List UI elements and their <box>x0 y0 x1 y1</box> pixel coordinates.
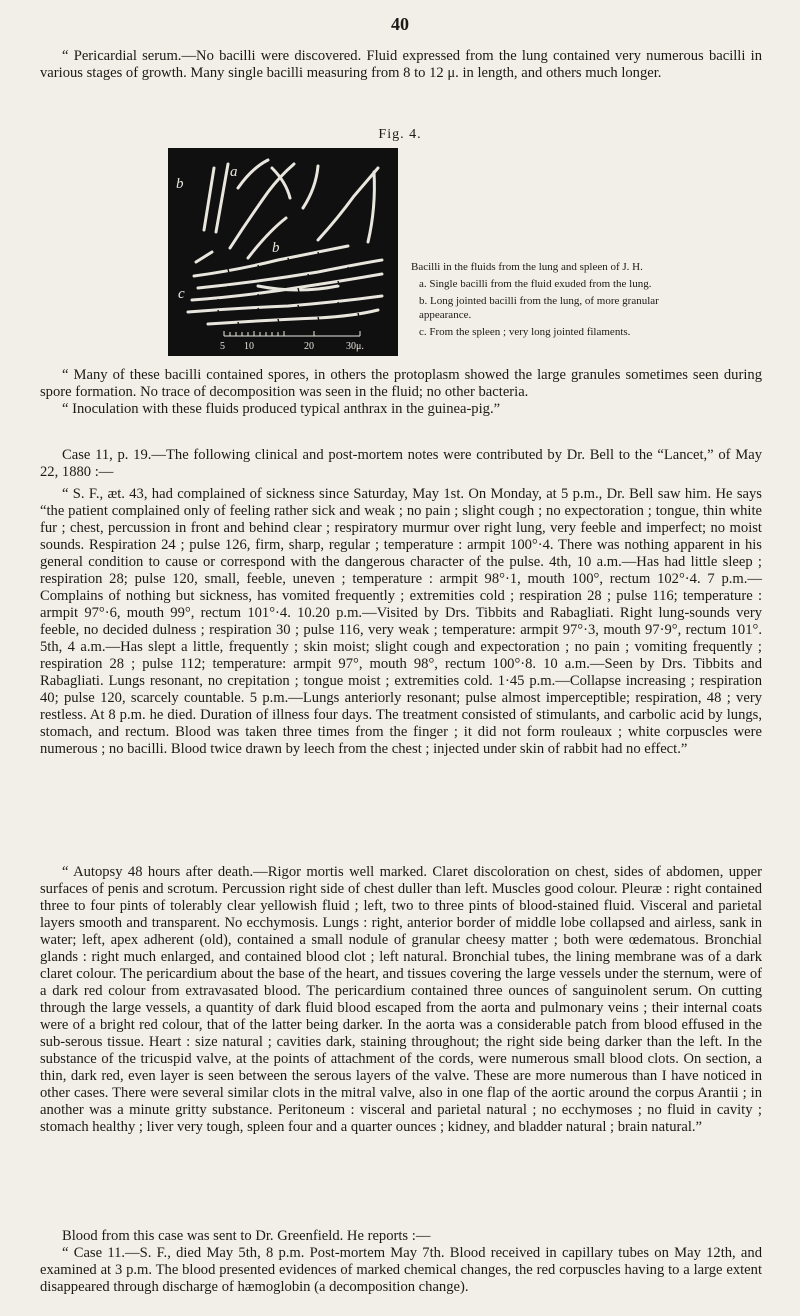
figure-letter-b-left: b <box>176 176 184 192</box>
spores-paragraph: “ Many of these bacilli contained spores, in others the protoplasm showed the large granules sometimes seen during spore formation. No trace of decomposition was seen in the fluid; no other bacteria. <box>40 367 762 400</box>
figure-caption <box>411 260 711 339</box>
caption-item-c: c. From the spleen ; very long jointed filaments. <box>419 326 631 338</box>
intro-paragraph: “ Pericardial serum.—No bacilli were discovered. Fluid expressed from the lung contained very numerous bacilli in various stages of growth. Many single bacilli measuring from 8 to 12 μ. in length, and others much longer. <box>40 48 762 81</box>
bacilli-illustration <box>168 148 398 356</box>
case-intro: Case 11, p. 19.—The following clinical and post-mortem notes were contributed by Dr. Bell to the “Lancet,” of May 22, 1880 :— <box>40 447 762 480</box>
page-number: 40 <box>391 14 409 34</box>
figure-letter-a: a <box>230 164 238 180</box>
bacilli-figure <box>168 148 398 356</box>
greenfield-intro: Blood from this case was sent to Dr. Greenfield. He reports :— <box>62 1228 431 1244</box>
autopsy-notes: “ Autopsy 48 hours after death.—Rigor mortis well marked. Claret discoloration on chest, sides of abdomen, upper surfaces of penis and scrotum. Percussion right side of chest duller than left. Muscles good colour. Pleuræ : right contained three to four pints of tolerably clear yellowish fluid ; left, two to three pints of blood-stained fluid. Visceral and parietal layers smooth and transparent. No ecchymosis. Lungs : right, anterior border of middle lobe collapsed and airless, sank in water; left, apex adherent (old), contained a small nodule of granular cheesy matter ; both were œdematous. Bronchial glands : right much enlarged, and contained blood clot ; left natural. Bronchial tubes, the lining membrane was of a dark claret colour. The pericardium about the base of the heart, and tissues covering the large vessels under the sternum, were of a dark red colour from extravasated blood. The pericardium contained three ounces of sanguinolent serum. On cutting through the large vessels, a quantity of dark fluid blood escaped from the aorta and pulmonary veins ; their internal coats were of a bright red colour, that of the latter being darker. In the aorta was a considerable patch from blood effused in the sub-serous tissue. Heart : size natural ; cavities dark, staining throughout; the right side being darker than the left. In the substance of the tricuspid valve, at the points of attachment of the cords, were numerous small blood clots. On section, a thin, dark red, even layer is seen between the serous layers of the valve. These are more numerous than I have noticed in other cases. There were several similar clots in the mitral valve, also in one flap of the aortic around the corpus Arantii ; in another was a minute gritty substance. Peritoneum : visceral and parietal natural ; no ecchymoses ; no fluid in cavity ; stomach healthy ; liver very tough, spleen four and a quarter ounces ; kidney, and bladder natural ; brain natural.” <box>40 864 762 1135</box>
greenfield-report: “ Case 11.—S. F., died May 5th, 8 p.m. Post-mortem May 7th. Blood received in capillary tubes on May 12th, and examined at 3 p.m. The blood presented evidences of marked chemical changes, the red corpuscles having to a large extent disappeared through discharge of hæmoglobin (a decomposition change). <box>40 1245 762 1295</box>
figure-letter-b-center: b <box>272 240 280 256</box>
scale-label-30: 30μ. <box>346 341 364 352</box>
inoculation-paragraph: “ Inoculation with these fluids produced typical anthrax in the guinea-pig.” <box>62 401 501 417</box>
figure-label: Fig. 4. <box>378 127 422 142</box>
caption-item-a: a. Single bacilli from the fluid exuded from the lung. <box>419 278 652 290</box>
scale-label-20: 20 <box>304 341 314 352</box>
caption-item-b: b. Long jointed bacilli from the lung, of more granular appearance. <box>419 295 659 321</box>
scale-label-5: 5 <box>220 341 225 352</box>
clinical-notes: “ S. F., æt. 43, had complained of sickness since Saturday, May 1st. On Monday, at 5 p.m., Dr. Bell saw him. He says “the patient complained only of feeling rather sick and weak ; no pain ; slight cough ; no expectoration ; tongue, thin white fur ; chest, percussion in front and behind clear ; respiratory murmur over right lung, very feeble and imperfect; no moist sounds. Respiration 24 ; pulse 126, firm, sharp, regular ; temperature : armpit 100°·4. There was nothing apparent in his general condition to cause or correspond with the dangerous character of the pulse. 4th, 10 a.m.—Has had little sleep ; respiration 28; pulse 120, small, feeble, uneven ; temperature : armpit 98°·1, mouth 100°, rectum 102°·4. 7 p.m.—Complains of nothing but sickness, has vomited frequently ; extremities cold ; respiration 28 ; pulse 116; temperature : armpit 97°·6, mouth 99°, rectum 101°·4. 10.20 p.m.—Visited by Drs. Tibbits and Rabagliati. Right lung-sounds very feeble, no decided dulness ; respiration 30 ; pulse 116, very weak ; temperature: armpit 97°·3, mouth 97·9°, rectum 101°. 5th, 4 a.m.—Has slept a little, frequently ; skin moist; slight cough and expectoration ; no pain ; vomiting frequently ; respiration 28 ; pulse 112; temperature: armpit 97°, mouth 98°, rectum 100°·8. 10 a.m.—Seen by Drs. Tibbits and Rabagliati. Lungs resonant, no crepitation ; tongue moist ; extremities cold. 1·45 p.m.—Collapse increasing ; respiration 40; pulse 120, scarcely countable. 5 p.m.—Lungs anteriorly resonant; pulse almost imperceptible; respiration, 48 ; very restless. At 8 p.m. he died. Duration of illness four days. The treatment consisted of stimulants, and carbolic acid by lungs, stomach, and rectum. Blood was taken three times from the finger ; it did not form rouleaux ; white corpuscles were numerous ; no bacilli. Blood twice drawn by leech from the chest ; injected under skin of rabbit had no effect.” <box>40 486 762 757</box>
figure-letter-c: c <box>178 286 185 302</box>
caption-title: Bacilli in the fluids from the lung and spleen of J. H. <box>411 261 643 273</box>
scale-label-10: 10 <box>244 341 254 352</box>
